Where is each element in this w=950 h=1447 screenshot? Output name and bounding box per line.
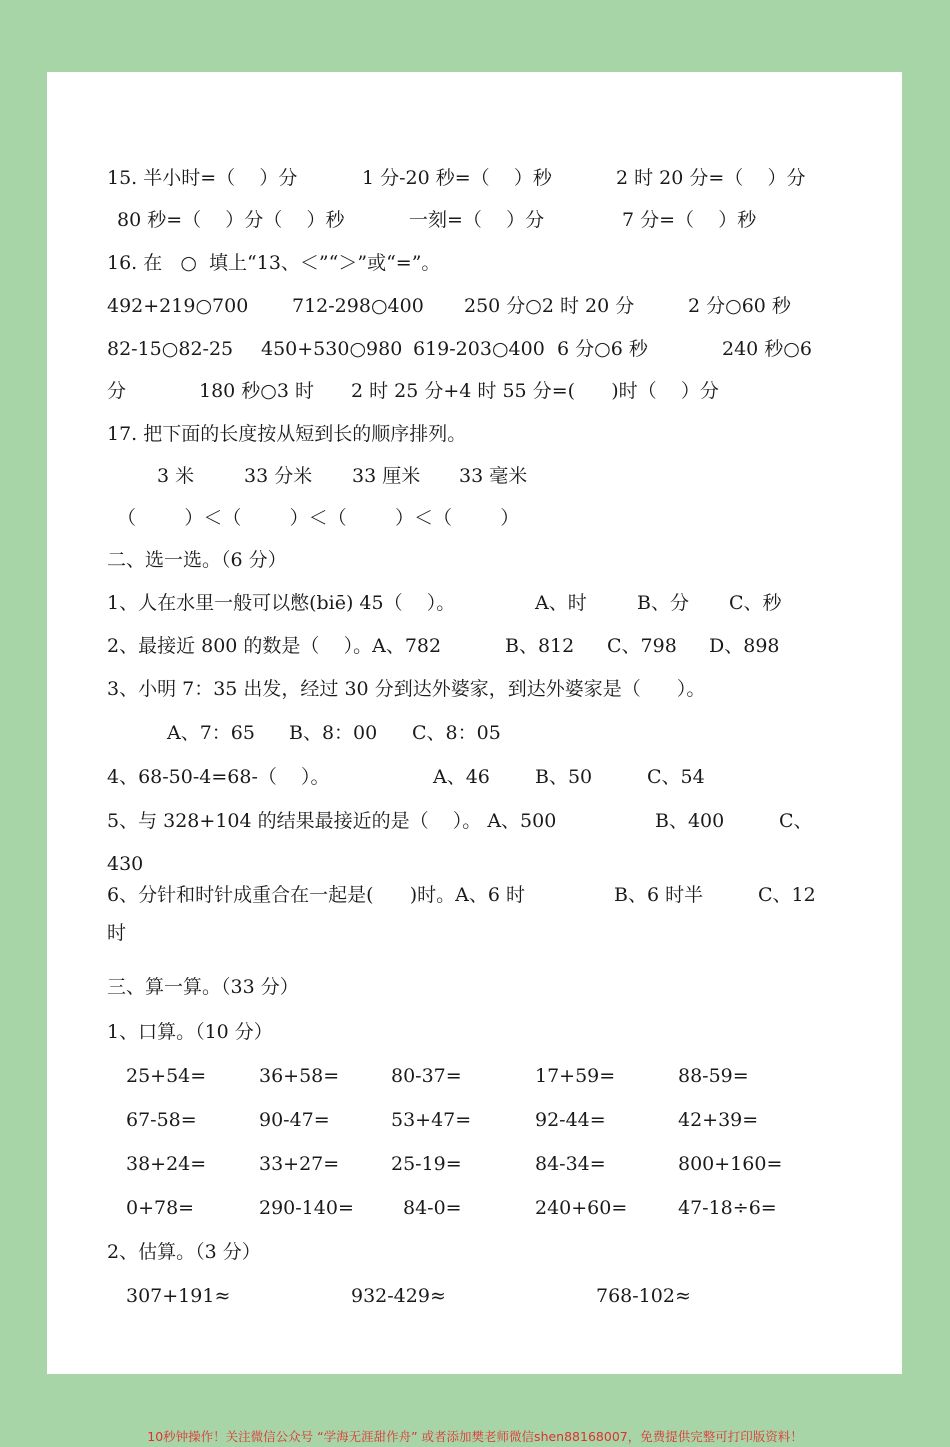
- q17-order-blanks: （ ）＜（ ）＜（ ）＜（ ）: [117, 507, 520, 529]
- section-2-title: 二、选一选。（6 分）: [107, 549, 287, 571]
- s2-q2-option-c: C、798: [607, 635, 677, 657]
- q16-item: 492+219○700: [107, 295, 249, 317]
- s3-estimate-title: 2、估算。（3 分）: [107, 1241, 261, 1263]
- q16-item: 分: [107, 380, 127, 402]
- oral-problem: 290-140=: [259, 1197, 354, 1219]
- s2-q5: 5、与 328+104 的结果最接近的是（ ）。 A、500: [107, 810, 557, 832]
- q16-item: 619-203○400: [413, 338, 545, 360]
- estimate-problem: 307+191≈: [126, 1285, 231, 1307]
- q16-item: 450+530○980: [261, 338, 403, 360]
- section-3-title: 三、算一算。（33 分）: [107, 976, 299, 998]
- q15-item-4: 80 秒=（ ）分（ ）秒: [117, 209, 345, 231]
- oral-problem: 33+27=: [259, 1153, 340, 1175]
- s2-q1-option-a: A、时: [535, 592, 587, 614]
- s2-q4-option-a: A、46: [433, 766, 490, 788]
- q16-item: 2 时 25 分+4 时 55 分=( )时（ ）分: [351, 380, 719, 402]
- oral-problem: 90-47=: [259, 1109, 330, 1131]
- oral-problem: 84-34=: [535, 1153, 606, 1175]
- oral-problem: 84-0=: [403, 1197, 462, 1219]
- oral-problem: 36+58=: [259, 1065, 340, 1087]
- q17-title: 17. 把下面的长度按从短到长的顺序排列。: [107, 423, 467, 445]
- oral-problem: 800+160=: [678, 1153, 783, 1175]
- s2-q5-wrap: 430: [107, 853, 144, 875]
- q16-item: 250 分○2 时 20 分: [464, 295, 635, 317]
- s2-q3: 3、小明 7：35 出发，经过 30 分到达外婆家，到达外婆家是（ ）。: [107, 678, 706, 700]
- q15-item-6: 7 分=（ ）秒: [622, 209, 757, 231]
- s2-q3-option-c: C、8：05: [412, 722, 501, 744]
- s2-q4-option-c: C、54: [647, 766, 705, 788]
- q17-length: 33 毫米: [459, 465, 528, 487]
- s2-q5-option-c: C、: [779, 810, 813, 832]
- oral-problem: 88-59=: [678, 1065, 749, 1087]
- s2-q1-option-b: B、分: [637, 592, 689, 614]
- oral-problem: 67-58=: [126, 1109, 197, 1131]
- s3-oral-title: 1、口算。（10 分）: [107, 1021, 273, 1043]
- q17-length: 3 米: [157, 465, 195, 487]
- oral-problem: 17+59=: [535, 1065, 616, 1087]
- q17-length: 33 分米: [244, 465, 313, 487]
- q15-item-1: 15. 半小时=（ ）分: [107, 167, 298, 189]
- q16-item: 712-298○400: [292, 295, 424, 317]
- s2-q3-option-b: B、8：00: [289, 722, 378, 744]
- s2-q1: 1、人在水里一般可以憋(biē) 45（ ）。: [107, 592, 456, 614]
- s2-q6-wrap: 时: [107, 922, 127, 944]
- s2-q5-option-b: B、400: [655, 810, 725, 832]
- s2-q6-option-b: B、6 时半: [614, 884, 704, 906]
- estimate-problem: 768-102≈: [596, 1285, 691, 1307]
- oral-problem: 25-19=: [391, 1153, 462, 1175]
- s2-q2-option-b: B、812: [505, 635, 575, 657]
- q16-item: 180 秒○3 时: [199, 380, 315, 402]
- s2-q4-option-b: B、50: [535, 766, 593, 788]
- q15-item-3: 2 时 20 分=（ ）分: [616, 167, 806, 189]
- s2-q6: 6、分针和时针成重合在一起是( )时。A、6 时: [107, 884, 526, 906]
- s2-q6-option-c: C、12: [758, 884, 816, 906]
- oral-problem: 92-44=: [535, 1109, 606, 1131]
- oral-problem: 53+47=: [391, 1109, 472, 1131]
- oral-problem: 240+60=: [535, 1197, 628, 1219]
- oral-problem: 0+78=: [126, 1197, 195, 1219]
- oral-problem: 42+39=: [678, 1109, 759, 1131]
- q16-item: 6 分○6 秒: [557, 338, 648, 360]
- s2-q2-option-d: D、898: [709, 635, 780, 657]
- footer-promo-text: 10秒钟操作！关注微信公众号 “学海无涯甜作舟” 或者添加樊老师微信shen88168007，免费提供完整可打印版资料！: [147, 1429, 803, 1444]
- q17-length: 33 厘米: [352, 465, 421, 487]
- estimate-problem: 932-429≈: [351, 1285, 446, 1307]
- oral-problem: 25+54=: [126, 1065, 207, 1087]
- s2-q1-option-c: C、秒: [729, 592, 782, 614]
- q16-title: 16. 在 ○ 填上“13、＜”“＞”或“=”。: [107, 252, 441, 274]
- s2-q2: 2、最接近 800 的数是（ ）。A、782: [107, 635, 442, 657]
- oral-problem: 80-37=: [391, 1065, 462, 1087]
- q16-item: 2 分○60 秒: [688, 295, 791, 317]
- q15-item-2: 1 分-20 秒=（ ）秒: [362, 167, 552, 189]
- q16-item: 82-15○82-25: [107, 338, 234, 360]
- s2-q4: 4、68-50-4=68-（ ）。: [107, 766, 330, 788]
- s2-q3-option-a: A、7：65: [167, 722, 255, 744]
- oral-problem: 38+24=: [126, 1153, 207, 1175]
- q15-item-5: 一刻=（ ）分: [409, 209, 545, 231]
- oral-problem: 47-18÷6=: [678, 1197, 777, 1219]
- q16-item: 240 秒○6: [722, 338, 812, 360]
